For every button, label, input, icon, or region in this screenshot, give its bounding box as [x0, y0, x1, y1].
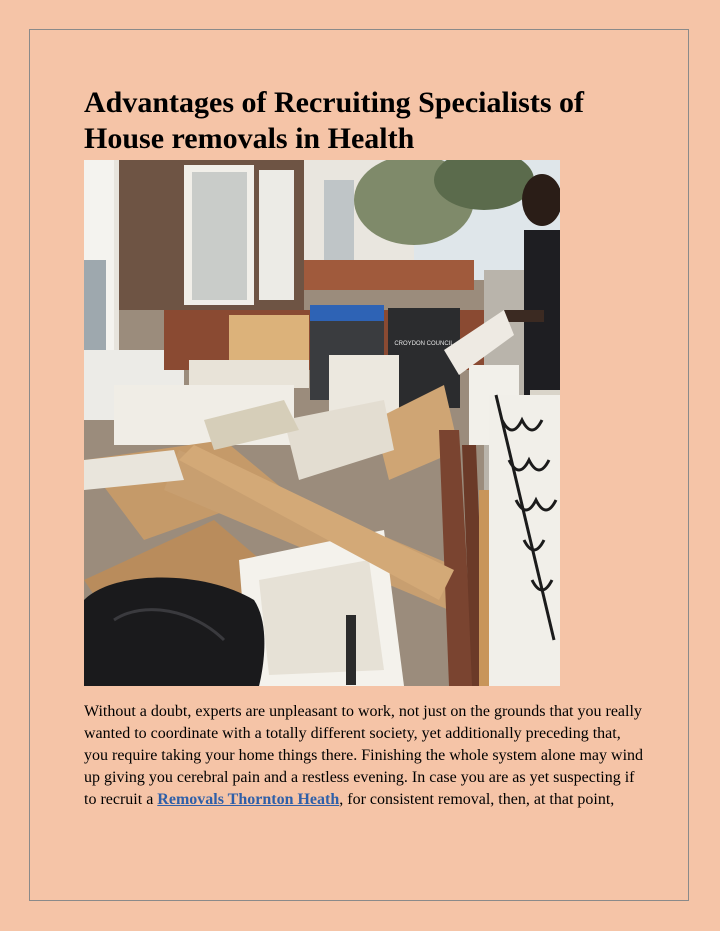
paragraph-text-start: Without a doubt, experts are unpleasant to work, not just on the grounds that you really wanted to coordinate with a totally different society, yet additionally preceding that, you require taking your home things there. Finishing the whole system alone may wind up giving you cerebral pain and a restless evening. In case you are as yet suspecting if to recruit a [84, 703, 644, 808]
article-title: Advantages of Recruiting Specialists of House removals in Health [84, 86, 584, 155]
removals-thornton-heath-link[interactable]: Removals Thornton Heath [157, 791, 340, 808]
paragraph-text-end: , for consistent removal, then, at that point, [339, 791, 615, 808]
bin-label: CROYDON COUNCIL [394, 341, 454, 347]
article-paragraph [84, 701, 644, 811]
furniture-pile-photo [84, 160, 560, 686]
